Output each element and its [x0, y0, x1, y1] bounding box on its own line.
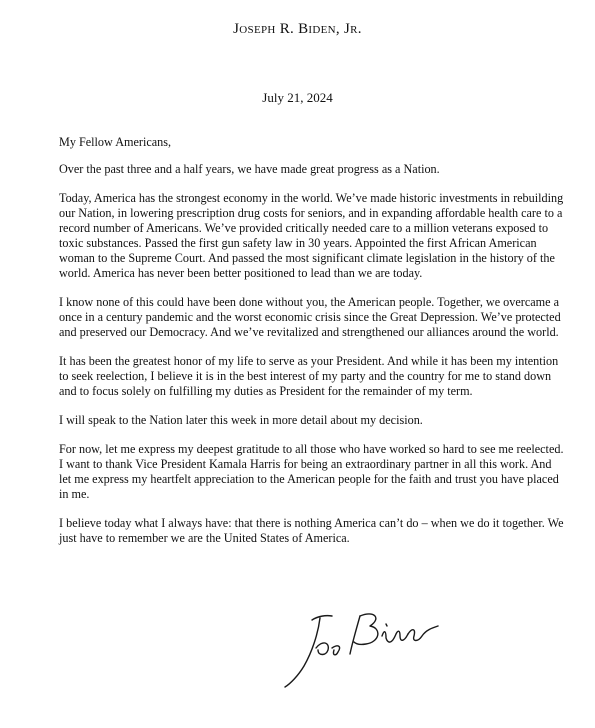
paragraph-4: It has been the greatest honor of my life to serve as your President. And while it has been my intention to seek reelection, I believe it is in the best interest of my party and the country for me to stand down and to focus solely on fulfilling my duties as President for the remainder of my term. — [59, 354, 559, 398]
paragraph-2: Today, America has the strongest economy in the world. We’ve made historic investments in rebuilding our Nation, in lowering prescription drug costs for seniors, and in expanding affordable health care to a record number of Americans. We’ve provided critically needed care to a million veterans exposed to toxic substances. Passed the first gun safety law in 30 years. Appointed the first African American woman to the Supreme Court. And passed the most significant climate legislation in the history of the world. America has never been better positioned to lead than we are today. — [59, 191, 564, 280]
letter-date: July 21, 2024 — [262, 90, 333, 105]
letterhead-name: Joseph R. Biden, Jr. — [233, 21, 362, 37]
paragraph-5: I will speak to the Nation later this week in more detail about my decision. — [59, 413, 423, 427]
paragraph-1: Over the past three and a half years, we have made great progress as a Nation. — [59, 162, 440, 176]
salutation: My Fellow Americans, — [59, 135, 172, 149]
paragraph-7: I believe today what I always have: that there is nothing America can’t do – when we do it together. We just have to remember we are the United States of America. — [59, 516, 564, 545]
handwritten-signature — [282, 604, 452, 688]
paragraph-6: For now, let me express my deepest gratitude to all those who have worked so hard to see me reelected. I want to thank Vice President Kamala Harris for being an extraordinary partner in all this work. And let me express my heartfelt appreciation to the American people for the faith and trust you have placed in me. — [59, 442, 564, 501]
paragraph-3: I know none of this could have been done without you, the American people. Together, we overcame a once in a century pandemic and the worst economic crisis since the Great Depression. We’ve protected and preserved our Democracy. And we’ve revitalized and strengthened our alliances around the world. — [59, 295, 561, 339]
letter-body — [59, 135, 564, 560]
